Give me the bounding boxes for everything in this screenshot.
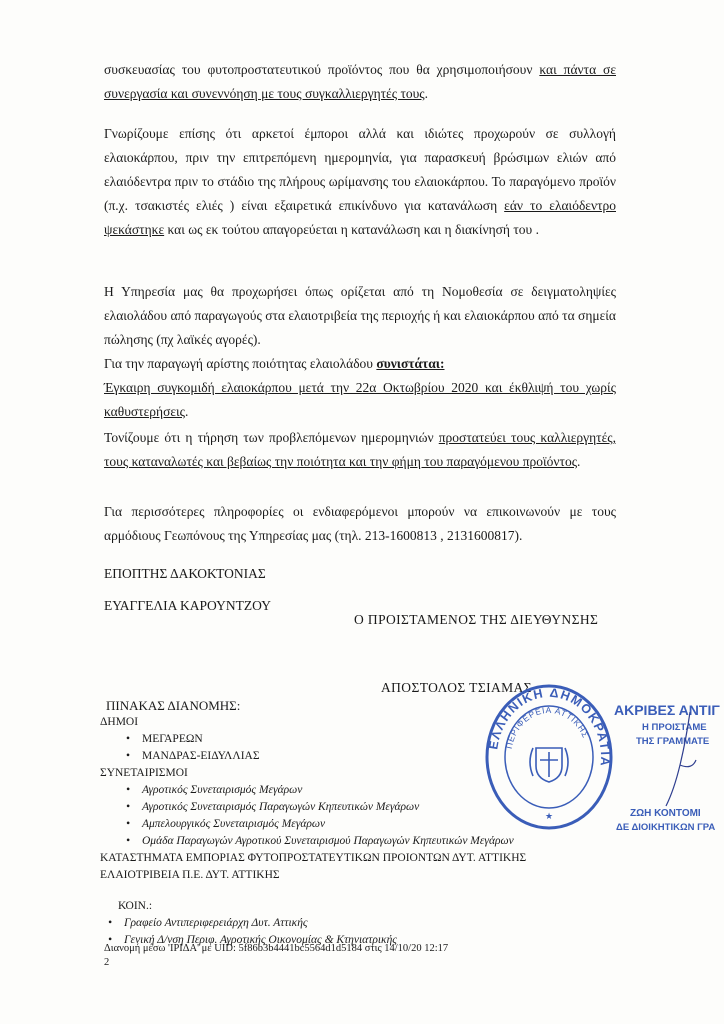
copy-stamp-line: ΔΕ ΔΙΟΙΚΗΤΙΚΩΝ ΓΡΑ (616, 822, 716, 833)
list-item: • Γενική Δ/νση Περιφ. Αγροτικής Οικονομίας & Κτηνιατρικής (124, 932, 526, 949)
municipalities-list (106, 731, 526, 765)
paragraph-text: Η Υπηρεσία μας θα προχωρήσει όπως ορίζεται από τη Νομοθεσία σε δειγματοληψίες ελαιολάδου από παραγωγούς στα ελαιοτριβεία της περιοχής ή και ελαιοκάρπου από τα σημεία πώλησης (πχ λαϊκές αγορές). (104, 284, 616, 347)
koin-label: ΚΟΙΝ.: (118, 900, 153, 912)
cooperatives-label: ΣΥΝΕΤΑΙΡΙΣΜΟΙ (100, 767, 188, 779)
underlined-text: Έγκαιρη συγκομιδή ελαιοκάρπου μετά την 22α Οκτωβρίου 2020 και έκθλιψή του χωρίς καθυστερήσεις (104, 380, 616, 419)
distribution-list (100, 697, 527, 949)
paragraph-text: Τονίζουμε ότι η τήρηση των προβλεπόμενων ημερομηνιών (104, 430, 439, 445)
punctuation: . (185, 404, 189, 419)
svg-text:★: ★ (544, 811, 554, 821)
director-title: Ο ΠΡΟΙΣΤΑΜΕΝΟΣ ΤΗΣ ΔΙΕΥΘΥΝΣΗΣ (354, 612, 599, 627)
list-item: • ΜΕΓΑΡΕΩΝ (142, 731, 526, 748)
paragraph-sampling (104, 280, 616, 352)
official-stamp (484, 682, 614, 832)
list-item: • Αγροτικός Συνεταιρισμός Μεγάρων (142, 782, 526, 799)
paragraph-recommendation-intro (104, 352, 616, 376)
page-number: 2 (104, 957, 110, 968)
underlined-text: εάν το ελαιόδεντρο ψεκάστηκε (104, 198, 616, 237)
stamp-ring-text: ΕΛΛΗΝΙΚΗ ΔΗΜΟΚΡΑΤΙΑ (486, 685, 613, 768)
true-copy-stamp (610, 690, 724, 840)
cooperatives-list (106, 782, 526, 850)
supervisor-name: ΕΥΑΓΓΕΛΙΑ ΚΑΡΟΥΝΤΖΟΥ (104, 598, 271, 613)
paragraph-text: και ως εκ τούτου απαγορεύεται η κατανάλωση και η διακίνησή του . (164, 222, 539, 237)
supervisor-title: ΕΠΟΠΤΗΣ ΔΑΚΟΚΤΟΝΙΑΣ (104, 566, 266, 581)
recommended-label: συνιστάται: (376, 356, 445, 371)
underlined-text: προστατεύει τους καλλιεργητές, τους καταναλωτές και βεβαίως την ποιότητα και την φήμη του παραγόμενου προϊόντος (104, 430, 616, 469)
copy-stamp-line: ΖΩΗ ΚΟΝΤΟΜΙ (630, 808, 701, 819)
paragraph-contact (104, 500, 616, 548)
paragraph-text: Για περισσότερες πληροφορίες οι ενδιαφερόμενοι μπορούν να επικοινωνούν με τους αρμόδιους Γεωπόνους της Υπηρεσίας μας (τηλ. 213-1600813 , 2131600817). (104, 504, 616, 543)
stores-line: ΚΑΤΑΣΤΗΜΑΤΑ ΕΜΠΟΡΙΑΣ ΦΥΤΟΠΡΟΣΤΑΤΕΥΤΙΚΩΝ ΠΡΟΙΟΝΤΩΝ ΔΥΤ. ΑΤΤΙΚΗΣ (100, 852, 527, 864)
distribution-note: Διανομή μέσω 'ΙΡΙΔΑ' με UID: 5f86b3b4441bc5564d1d5184 στις 14/10/20 12:17 (104, 943, 449, 954)
distribution-title: ΠΙΝΑΚΑΣ ΔΙΑΝΟΜΗΣ: (106, 698, 241, 713)
punctuation: . (424, 86, 429, 101)
paragraph-timely-harvest (104, 376, 616, 424)
list-item: • Αμπελουργικός Συνεταιρισμός Μεγάρων (142, 816, 526, 833)
olive-mills-line: ΕΛΑΙΟΤΡΙΒΕΙΑ Π.Ε. ΔΥΤ. ΑΤΤΙΚΗΣ (100, 869, 280, 881)
list-item: • Αγροτικός Συνεταιρισμός Παραγωγών Κηπευτικών Μεγάρων (142, 799, 526, 816)
list-item: • Γραφείο Αντιπεριφερειάρχη Δυτ. Αττικής (124, 915, 526, 932)
paragraph-text: Γνωρίζουμε επίσης ότι αρκετοί έμποροι αλλά και ιδιώτες προχωρούν σε συλλογή ελαιοκάρπου, πριν την επιτρεπόμενη ημερομηνία, για παρασκευή βρώσιμων ελιών από ελαιόδεντρα πριν το στάδιο της πλήρους ωρίμανσης του ελαιοκάρπου. Το παραγόμενο προϊόν (π.χ. τσακιστές ελιές ) είναι εξαιρετικά επικίνδυνο για κατανάλωση (104, 126, 616, 213)
paragraph-text: Για την παραγωγή αρίστης ποιότητας ελαιολάδου (104, 356, 377, 371)
stamp-seal-icon (484, 682, 614, 832)
municipalities-label: ΔΗΜΟΙ (100, 716, 139, 728)
handwritten-signature-icon (660, 710, 700, 810)
copy-stamp-line: ΑΚΡΙΒΕΣ ΑΝΤΙΓ (614, 702, 720, 718)
punctuation: . (577, 454, 581, 469)
list-item: • ΜΑΝΔΡΑΣ-ΕΙΔΥΛΛΙΑΣ (142, 748, 526, 765)
list-item: • Ομάδα Παραγωγών Αγροτικού Συνεταιρισμού Παραγωγών Κηπευτικών Μεγάρων (142, 833, 526, 850)
underlined-text: και πάντα σε συνεργασία και συνεννόηση με τους συγκαλλιεργητές τους (104, 62, 616, 101)
copy-stamp-line: Η ΠΡΟΙΣΤΑΜΕ (642, 722, 707, 733)
paragraph-emphasis (104, 426, 616, 474)
director-name: ΑΠΟΣΤΟΛΟΣ ΤΣΙΑΜΑΣ (381, 680, 532, 695)
paragraph-packaging (104, 58, 616, 106)
copy-stamp-line: ΤΗΣ ΓΡΑΜΜΑΤΕ (636, 736, 710, 747)
paragraph-text: συσκευασίας του φυτοπροστατευτικού προϊόντος που θα χρησιμοποιήσουν (104, 62, 540, 77)
paragraph-early-harvest-warning (104, 122, 616, 242)
stamp-inner-text: ΠΕΡΙΦΕΡΕΙΑ ΑΤΤΙΚΗΣ (503, 704, 591, 750)
